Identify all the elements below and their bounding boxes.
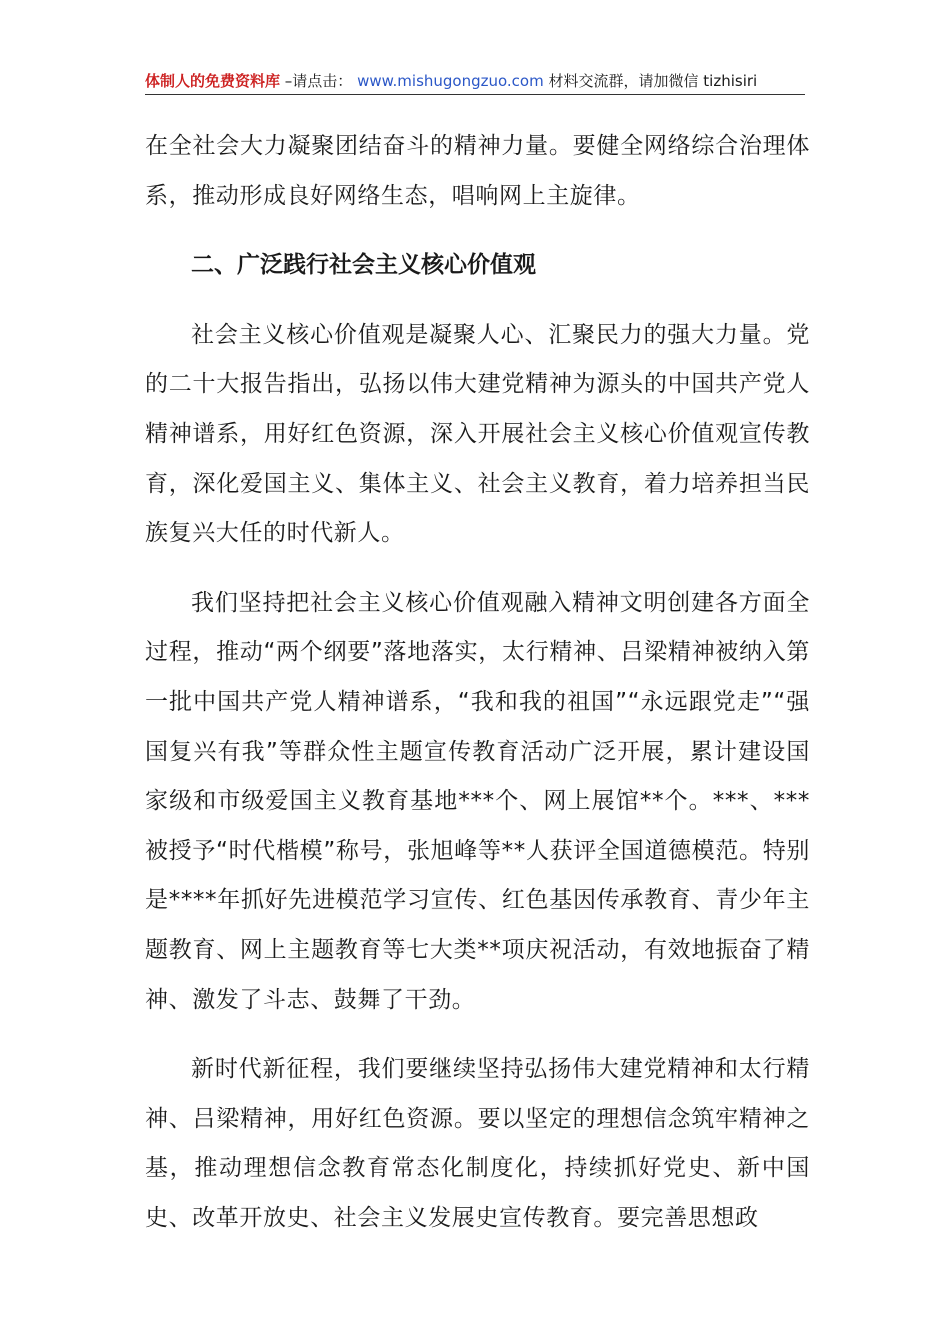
paragraph-new-era: 新时代新征程，我们要继续坚持弘扬伟大建党精神和太行精神、吕梁精神，用好红色资源。要以坚定的理想信念筑牢精神之基，推动理想信念教育常态化制度化，持续抓好党史、新中国史、改革开放史、社会主义发展史宣传教育。要完善思想政 [145,1056,810,1231]
header-wechat-note: 材料交流群，请加微信 tizhisiri [548,72,758,90]
header-brand[interactable]: 体制人的免费资料库 [145,72,281,90]
page-header [145,70,805,95]
header-url-link[interactable]: www.mishugongzuo.com [357,72,544,90]
section-heading: 二、广泛践行社会主义核心价值观 [191,252,536,279]
paragraph-core-values: 社会主义核心价值观是凝聚人心、汇聚民力的强大力量。党的二十大报告指出，弘扬以伟大建党精神为源头的中国共产党人精神谱系，用好红色资源，深入开展社会主义核心价值观宣传教育，深化爱国主义、集体主义、社会主义教育，着力培养担当民族复兴大任的时代新人。 [145,321,810,547]
paragraph-achievements: 我们坚持把社会主义核心价值观融入精神文明创建各方面全过程，推动“两个纲要”落地落实，太行精神、吕梁精神被纳入第一批中国共产党人精神谱系，“我和我的祖国”“永远跟党走”“强国复兴有我”等群众性主题宣传教育活动广泛开展，累计建设国家级和市级爱国主义教育基地***个、网上展馆**个。***、***被授予“时代楷模”称号，张旭峰等**人获评全国道德模范。特别是****年抓好先进模范学习宣传、红色基因传承教育、青少年主题教育、网上主题教育等七大类**项庆祝活动，有效地振奋了精神、激发了斗志、鼓舞了干劲。 [145,589,810,1013]
header-click-prompt: –请点击： [284,72,353,90]
continuation-paragraph: 在全社会大力凝聚团结奋斗的精神力量。要健全网络综合治理体系，推动形成良好网络生态，唱响网上主旋律。 [145,133,810,209]
document-body [145,122,810,1243]
